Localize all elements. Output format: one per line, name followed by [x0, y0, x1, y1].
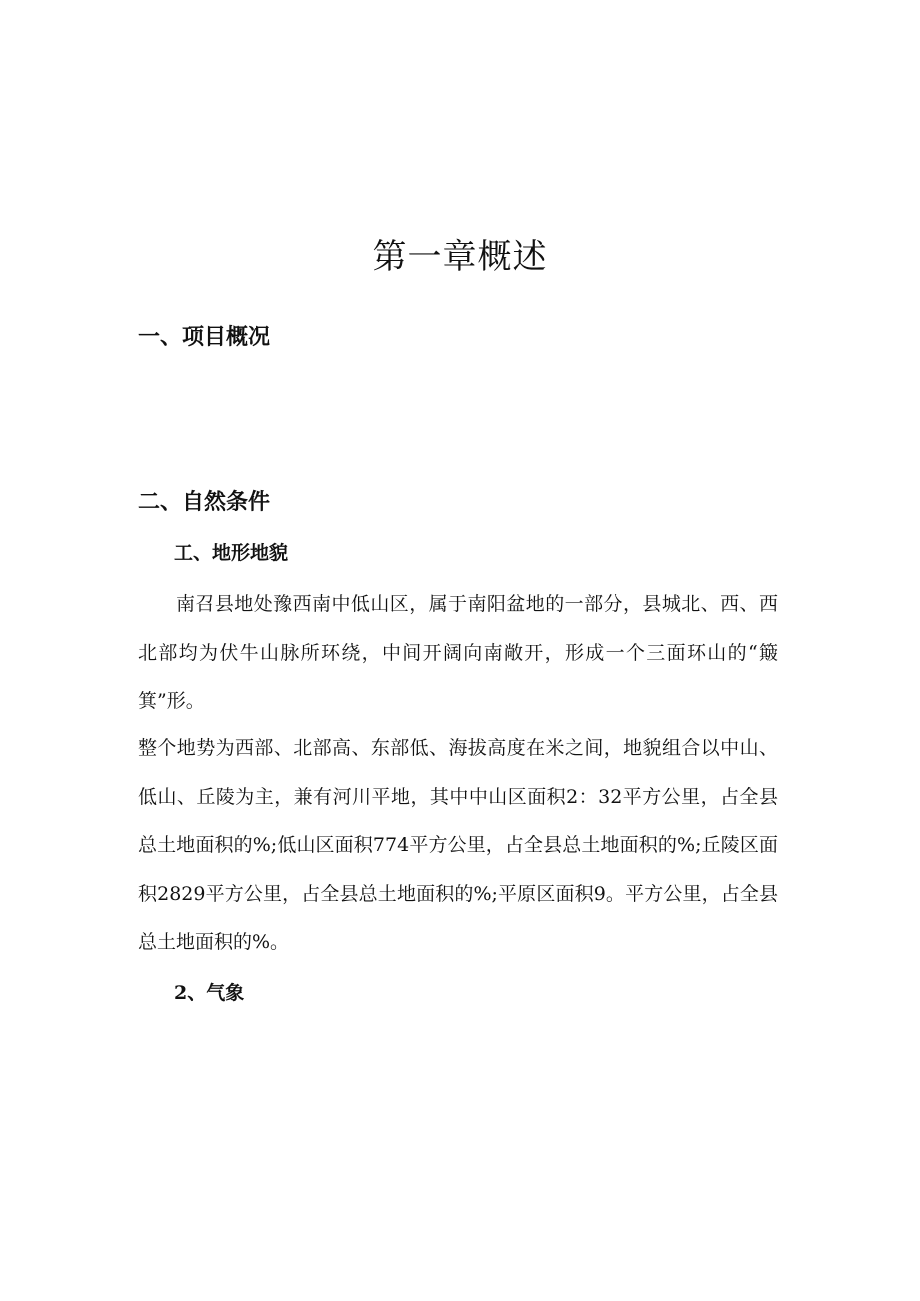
paragraph-terrain-areas: 整个地势为西部、北部高、东部低、海拔高度在米之间，地貌组合以中山、低山、丘陵为主，兼有河川平地，其中中山区面积2：32平方公里，占全县总土地面积的%;低山区面积774平方公里，占全县总土地面积的%;丘陵区面积2829平方公里，占全县总土地面积的%;平原区面积9。平方公里，占全县总土地面积的%。 [138, 737, 778, 953]
section-heading-project-overview: 一、项目概况 [138, 325, 271, 350]
paragraph-terrain-location: 南召县地处豫西南中低山区，属于南阳盆地的一部分，县城北、西、西北部均为伏牛山脉所环绕，中间开阔向南敞开，形成一个三面环山的“簸箕”形。 [138, 593, 778, 712]
subsection-heading-climate: 2、气象 [174, 982, 245, 1004]
chapter-title: 第一章概述 [372, 237, 548, 277]
section-heading-natural-conditions: 二、自然条件 [138, 490, 271, 515]
subsection-heading-terrain: 工、地形地貌 [174, 542, 289, 564]
